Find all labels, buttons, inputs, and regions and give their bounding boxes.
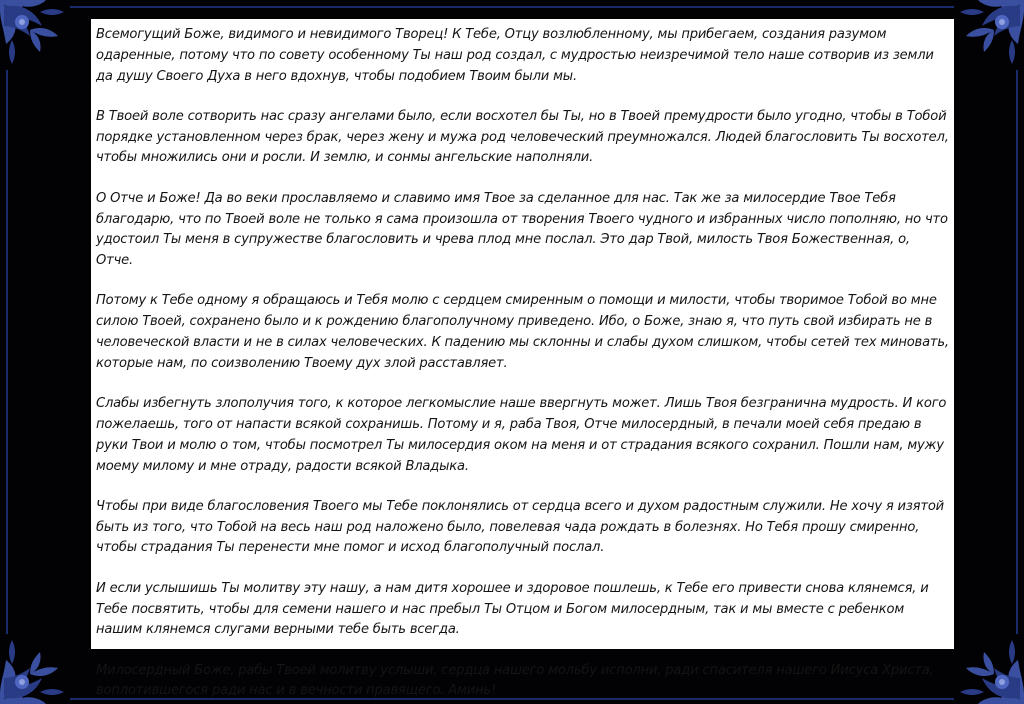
prayer-paragraph: И если услышишь Ты молитву эту нашу, а нам дитя хорошее и здоровое пошлешь, к Тебе его привести снова клянемся, и Тебе посвятить, чтобы для семени нашего и нас пребыл Ты Отцом и Богом милосердным, так и мы вместе с ребенком нашим клянемся слугами верными тебе быть всегда. xyxy=(96,580,929,638)
prayer-paragraph: В Твоей воле сотворить нас сразу ангелами было, если восхотел бы Ты, но в Твоей премудрости было угодно, чтобы в Тобой порядке установленном через брак, через жену и мужа род человеческий преумножался. Людей благословить Ты восхотел, чтобы множились они и росли. И землю, и сонмы ангельские наполняли. xyxy=(96,108,949,166)
prayer-paragraph: Чтобы при виде благословения Твоего мы Тебе поклонялись от сердца всего и духом радостным служили. Не хочу я изятой быть из того, что Тобой на весь наш род наложено было, повелевая чада рождать в болезнях. Но Тебя прошу смиренно, чтобы страдания Ты перенести мне помог и исход благополучный послал. xyxy=(96,498,944,556)
frame-border-left xyxy=(6,70,8,634)
frame-border-top xyxy=(70,6,954,8)
prayer-paragraph: О Отче и Боже! Да во веки прославляемо и славимо имя Твое за сделанное для нас. Так же за милосердие Твое Тебя благодарю, что по Твоей воле не только я сама произошла от творения Твоего чудного и избранных число пополняю, но что удостоил Ты меня в супружестве благословить и чрева плод мне послал. Это дар Твой, милость Твоя Божественная, о, Отче. xyxy=(96,190,948,269)
floral-ornament-icon xyxy=(952,0,1024,72)
prayer-paragraph: Потому к Тебе одному я обращаюсь и Тебя молю с сердцем смиренным о помощи и милости, чтобы творимое Тобой во мне силою Твоей, сохранено было и к рождению благополучному приведено. Ибо, о Боже, знаю я, что путь свой избирать не в человеческой власти и не в силах человеческих. К падению мы склонны и слабы духом слишком, чтобы сетей тех миновать, которые нам, по соизволению Твоему дух злой расставляет. xyxy=(96,293,949,371)
prayer-paragraph: Слабы избегнуть злополучия того, к которое легкомыслие наше ввергнуть может. Лишь Твоя безгранична мудрость. И кого пожелаешь, того от напасти всякой сохранишь. Потому и я, раба Твоя, Отче милосердный, в печали моей себя предаю в руки Твои и молю о том, чтобы посмотрел Ты милосердия оком на меня и от страдания всякого сохранил. Пошли нам, мужу моему милому и мне отраду, радости всякой Владыка. xyxy=(96,396,947,474)
prayer-paragraph: Милосердный Боже, рабы Твоей молитву услыши, сердца нашего мольбу исполни, ради спасителя нашего Иисуса Христа, воплотившегося ради нас и в вечности правящего. Аминь! xyxy=(96,662,934,699)
floral-ornament-icon xyxy=(0,632,72,704)
prayer-paragraph: Всемогущий Боже, видимого и невидимого Творец! К Тебе, Отцу возлюбленному, мы прибегаем, создания разумом одаренные, потому что по совету особенному Ты наш род создал, с мудростью неизречимой тело наше сотворив из земли да душу Своего Духа в него вдохнув, чтобы подобием Твоим были мы. xyxy=(96,27,934,84)
floral-ornament-icon xyxy=(0,0,72,72)
frame-border-right xyxy=(1016,70,1018,634)
prayer-text-panel xyxy=(91,19,954,699)
floral-ornament-icon xyxy=(952,632,1024,704)
